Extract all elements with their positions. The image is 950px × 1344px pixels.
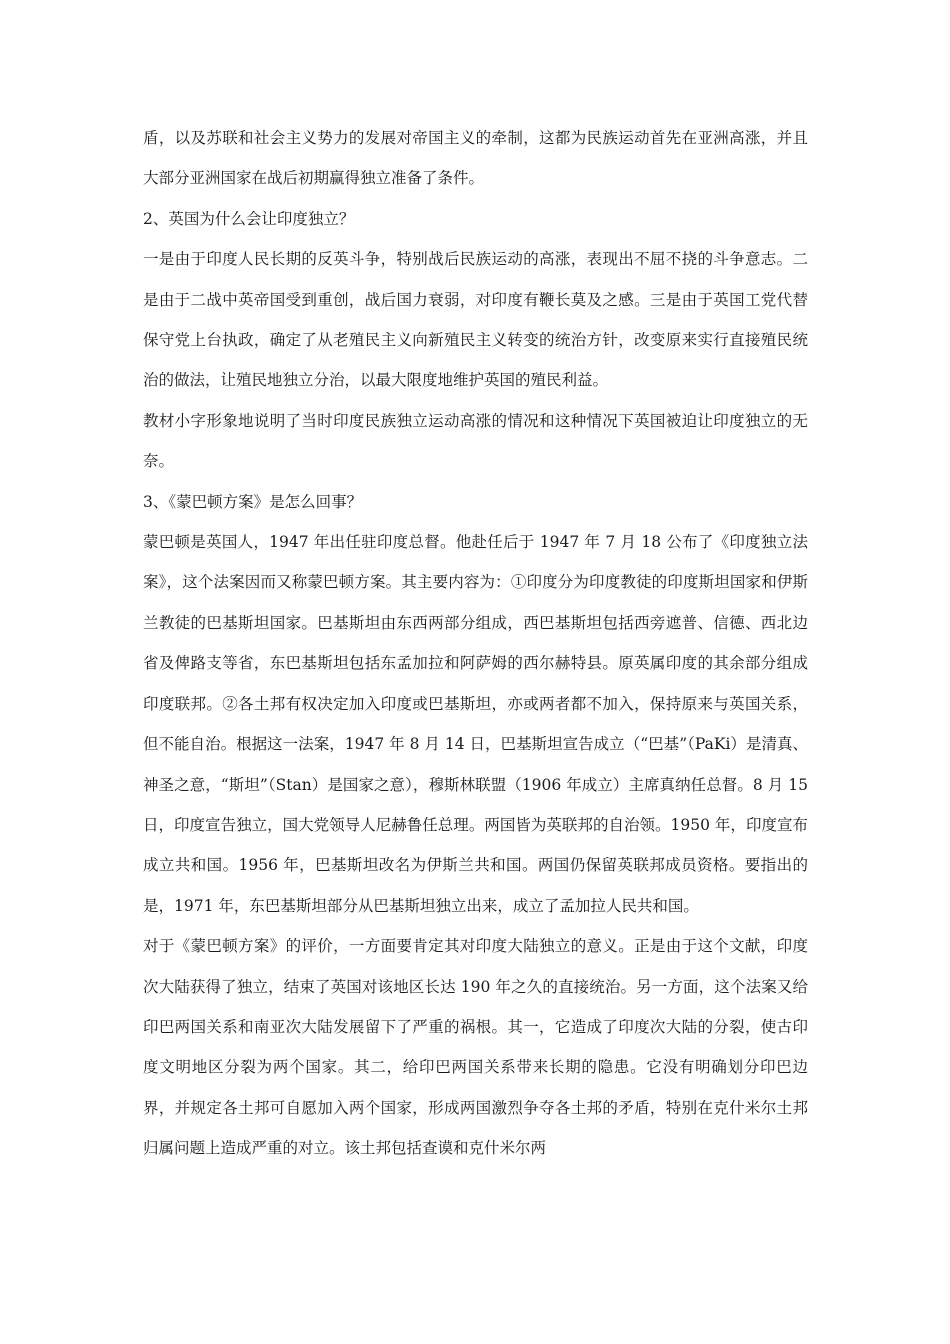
paragraph-textbook-note: 教材小字形象地说明了当时印度民族独立运动高涨的情况和这种情况下英国被迫让印度独立的无奈。 (143, 411, 808, 471)
question-heading-3: 3、《蒙巴顿方案》是怎么回事？ (143, 492, 363, 511)
paragraph-continuation: 盾，以及苏联和社会主义势力的发展对帝国主义的牵制，这都为民族运动首先在亚洲高涨，并且大部分亚洲国家在战后初期赢得独立准备了条件。 (143, 129, 808, 188)
paragraph-answer-3: 蒙巴顿是英国人，1947 年出任驻印度总督。他赴任后于 1947 年 7 月 18 公布了《印度独立法案》，这个法案因而又称蒙巴顿方案。其主要内容为：①印度分为印度教徒的印度斯坦国家和伊斯兰教徒的巴基斯坦国家。巴基斯坦由东西两部分组成，西巴基斯坦包括西旁遮普、信德、西北边省及俾路支等省，东巴基斯坦包括东孟加拉和阿萨姆的西尔赫特县。原英属印度的其余部分组成印度联邦。②各土邦有权决定加入印度或巴基斯坦，亦或两者都不加入，保持原来与英国关系，但不能自治。根据这一法案，1947 年 8 月 14 日，巴基斯坦宣告成立（“巴基”（PaKi）是清真、神圣之意，“斯坦”（Stan）是国家之意），穆斯林联盟（1906 年成立）主席真纳任总督。8 月 15 日，印度宣告独立，国大党领导人尼赫鲁任总理。两国皆为英联邦的自治领。1950 年，印度宣布成立共和国。1956 年，巴基斯坦改名为伊斯兰共和国。两国仍保留英联邦成员资格。要指出的是，1971 年，东巴基斯坦部分从巴基斯坦独立出来，成立了孟加拉人民共和国。 (143, 533, 808, 915)
document-body (143, 118, 808, 1169)
question-heading-2: 2、英国为什么会让印度独立？ (143, 209, 355, 228)
paragraph-answer-2: 一是由于印度人民长期的反英斗争，特别战后民族运动的高涨，表现出不屈不挠的斗争意志。二是由于二战中英帝国受到重创，战后国力衰弱，对印度有鞭长莫及之感。三是由于英国工党代替保守党上台执政，确定了从老殖民主义向新殖民主义转变的统治方针，改变原来实行直接殖民统治的做法，让殖民地独立分治，以最大限度地维护英国的殖民利益。 (143, 250, 808, 390)
paragraph-evaluation: 对于《蒙巴顿方案》的评价，一方面要肯定其对印度大陆独立的意义。正是由于这个文献，印度次大陆获得了独立，结束了英国对该地区长达 190 年之久的直接统治。另一方面，这个法案又给印巴两国关系和南亚次大陆发展留下了严重的祸根。其一，它造成了印度次大陆的分裂，使古印度文明地区分裂为两个国家。其二，给印巴两国关系带来长期的隐患。它没有明确划分印巴边界，并规定各土邦可自愿加入两个国家，形成两国激烈争夺各土邦的矛盾，特别在克什米尔土邦归属问题上造成严重的对立。该土邦包括查谟和克什米尔两 (143, 937, 808, 1158)
